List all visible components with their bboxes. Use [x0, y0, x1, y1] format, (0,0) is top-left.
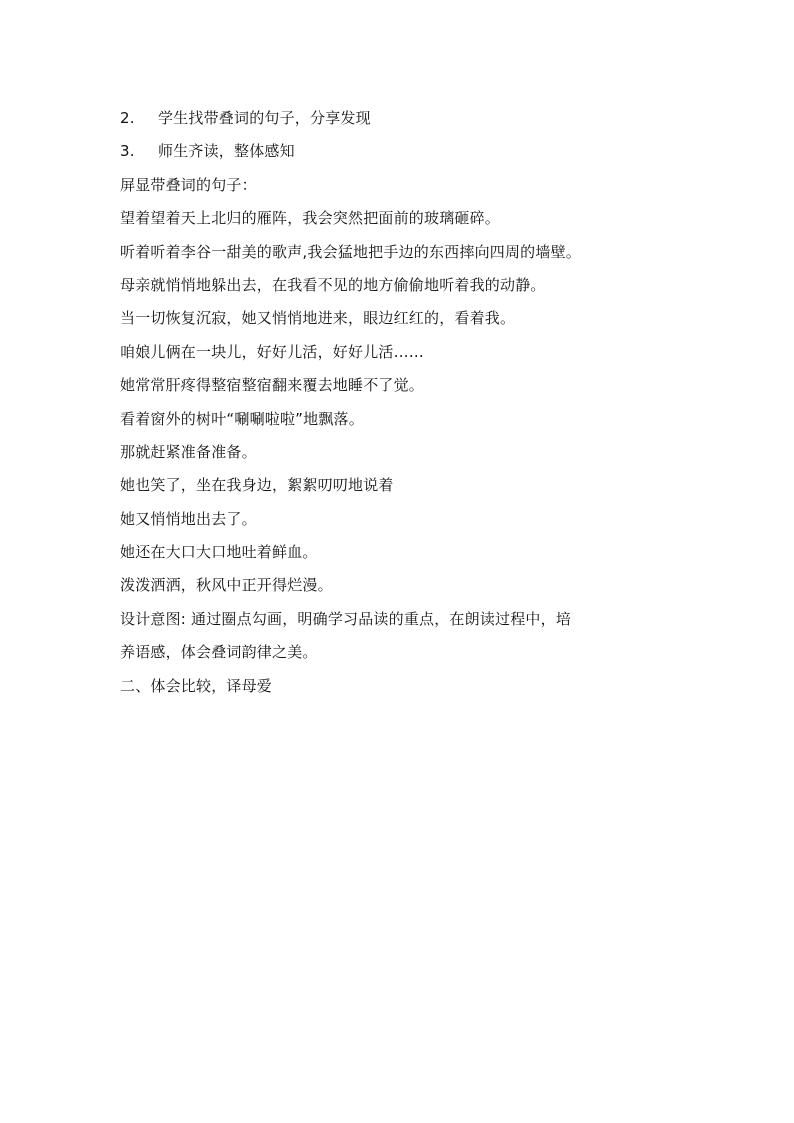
list-item-number: 2.	[120, 109, 135, 127]
list-item-number: 3.	[120, 142, 135, 161]
sentence-line: 当一切恢复沉寂，她又悄悄地进来，眼边红红的，看着我。	[120, 309, 516, 328]
sentence-line: 母亲就悄悄地躲出去，在我看不见的地方偷偷地听着我的动静。	[120, 275, 546, 294]
sentence-line: 泼泼洒洒，秋风中正开得烂漫。	[120, 576, 333, 595]
section-heading: 二、体会比较，译母爱	[120, 676, 273, 695]
intro-text: 屏显带叠词的句子：	[120, 175, 257, 194]
design-intent-line: 养语感，体会叠词韵律之美。	[120, 643, 318, 662]
sentence-line: 望着望着天上北归的雁阵，我会突然把面前的玻璃砸碎。	[120, 209, 501, 228]
list-item-text: 学生找带叠词的句子，分享发现	[158, 109, 371, 127]
sentence-line: 她也笑了，坐在我身边，絮絮叨叨地说着	[120, 476, 394, 495]
sentence-line: 她还在大口大口地吐着鲜血。	[120, 543, 318, 562]
list-item	[120, 104, 680, 137]
sentence-line: 听着听着李谷一甜美的歌声,我会猛地把手边的东西摔向四周的墙壁。	[120, 242, 581, 261]
sentence-line: 咱娘儿俩在一块儿，好好儿活，好好儿活……	[120, 342, 425, 361]
list-item	[120, 137, 680, 170]
sentence-line: 她又悄悄地出去了。	[120, 509, 257, 528]
sentence-line: 那就赶紧准备准备。	[120, 442, 257, 461]
design-intent-line: 设计意图: 通过圈点勾画，明确学习品读的重点，在朗读过程中，培	[120, 609, 572, 628]
sentence-line: 看着窗外的树叶“唰唰啦啦”地飘落。	[120, 409, 364, 428]
list-item-text: 师生齐读，整体感知	[158, 142, 295, 161]
document-body	[120, 104, 680, 705]
sentence-line: 她常常肝疼得整宿整宿翻来覆去地睡不了觉。	[120, 376, 425, 395]
